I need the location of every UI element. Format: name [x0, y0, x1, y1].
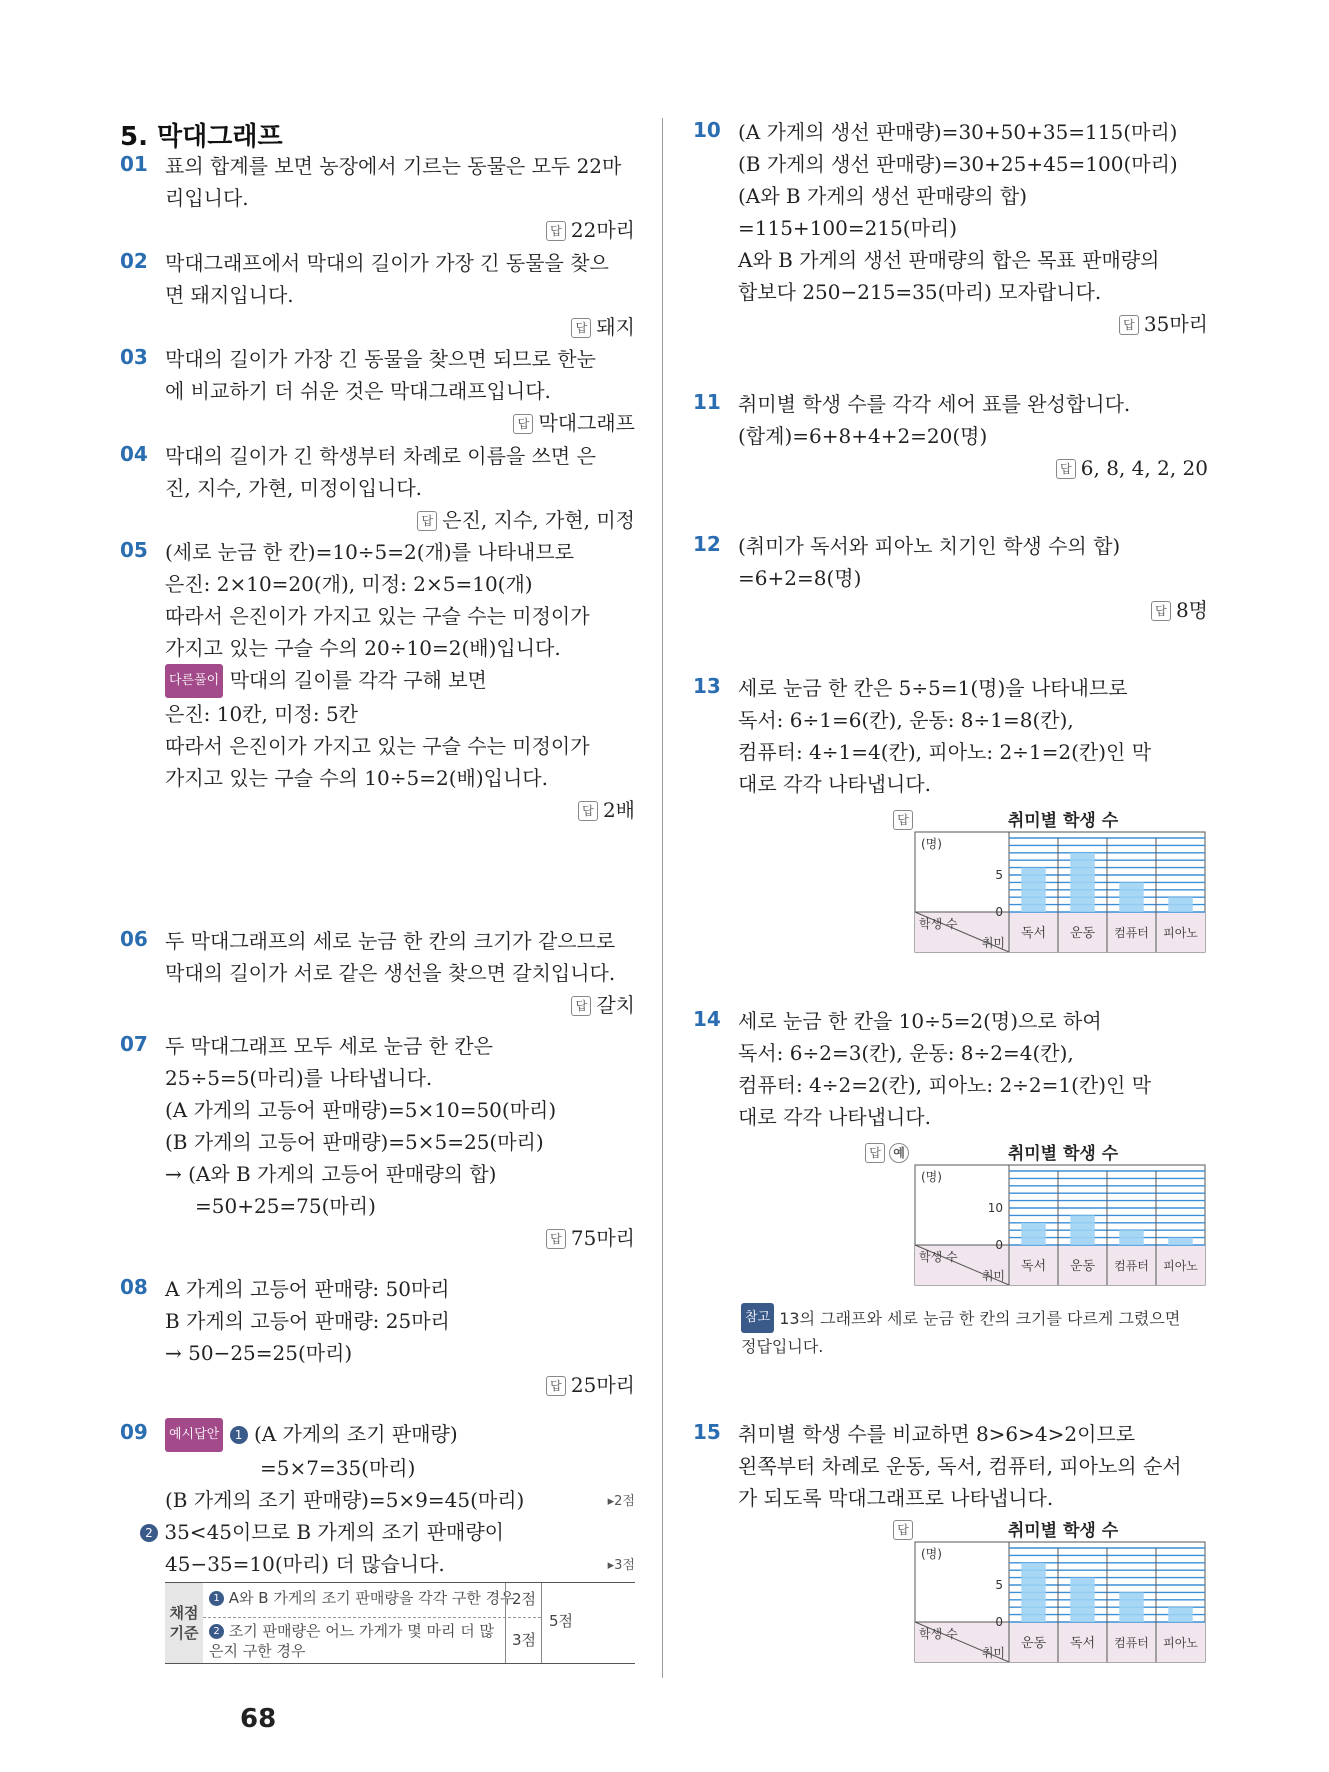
- answer: [165, 407, 635, 439]
- text-line: (취미가 독서와 피아노 치기인 학생 수의 합): [738, 534, 1121, 558]
- answer-text: 8명: [1175, 598, 1208, 622]
- answer-mark: 답: [546, 221, 566, 241]
- problem-number: 01: [120, 152, 148, 176]
- text-line: =6+2=8(명): [738, 566, 862, 590]
- text-line: (B 가게의 생선 판매량)=30+25+45=100(마리): [738, 152, 1178, 176]
- category-band: [915, 1245, 1205, 1285]
- answer: [165, 989, 635, 1021]
- text-line: 45−35=10(마리) 더 많습니다.: [165, 1552, 445, 1576]
- answer-mark: 답: [1119, 315, 1139, 335]
- text-line: 막대의 길이가 가장 긴 동물을 찾으면 되므로 한눈: [165, 347, 596, 371]
- alt-solution-tag: 다른풀이: [165, 664, 223, 698]
- category-band: [915, 912, 1205, 952]
- bar-운동: [1070, 1215, 1095, 1245]
- text-line: (B 가게의 조기 판매량)=5×9=45(마리): [165, 1488, 525, 1512]
- unit-label: (명): [921, 837, 942, 851]
- answer-mark: 답: [578, 801, 598, 821]
- text-line: 컴퓨터: 4÷1=4(칸), 피아노: 2÷1=2(칸)인 막: [738, 740, 1152, 764]
- bar-피아노: [1168, 1607, 1193, 1622]
- bar-독서: [1021, 1223, 1046, 1245]
- column-divider: [662, 118, 663, 1678]
- y-tick-label: 5: [995, 868, 1003, 882]
- x-axis-title: 취미: [981, 1646, 1005, 1660]
- answer-text: 은진, 지수, 가현, 미정: [442, 508, 635, 532]
- problem-number: 03: [120, 345, 148, 369]
- problem-09: [120, 1418, 635, 1668]
- text-line: 가지고 있는 구슬 수의 10÷5=2(배)입니다.: [165, 766, 548, 790]
- text-line: 독서: 6÷1=6(칸), 운동: 8÷1=8(칸),: [738, 708, 1074, 732]
- example-answer-tag: 예시답안: [165, 1418, 223, 1452]
- text-line: 막대의 길이가 긴 학생부터 차례로 이름을 쓰면 은: [165, 444, 596, 468]
- text-line: 은진: 2×10=20(개), 미정: 2×5=10(개): [165, 572, 533, 596]
- step-2-points: ▸3점: [607, 1558, 635, 1573]
- problem-number: 07: [120, 1032, 148, 1056]
- answer: [165, 1222, 635, 1254]
- text-line: 리입니다.: [165, 186, 249, 210]
- problem-number: 14: [693, 1007, 721, 1031]
- unit-label: (명): [921, 1547, 942, 1561]
- example-mark: 예: [889, 1143, 909, 1163]
- y-tick-label: 0: [995, 1615, 1003, 1629]
- bar-컴퓨터: [1119, 882, 1144, 912]
- answer-mark: 답: [571, 996, 591, 1016]
- problem-number: 15: [693, 1420, 721, 1444]
- problem-number: 11: [693, 390, 721, 414]
- problem-number: 05: [120, 538, 148, 562]
- text-line: → 50−25=25(마리): [165, 1341, 353, 1365]
- text-line: (A 가게의 조기 판매량): [253, 1422, 458, 1446]
- category-label: 피아노: [1163, 1636, 1198, 1650]
- text-line: (A와 B 가게의 생선 판매량의 합): [738, 184, 1028, 208]
- problem-number: 09: [120, 1420, 148, 1444]
- grading-total: 5점: [541, 1583, 580, 1663]
- problem-number: 06: [120, 927, 148, 951]
- text-line: 세로 눈금 한 칸을 10÷5=2(명)으로 하여: [738, 1009, 1102, 1033]
- category-label: 컴퓨터: [1114, 926, 1149, 940]
- chart-title: 취미별 학생 수: [1007, 1144, 1119, 1164]
- text-line: =5×7=35(마리): [260, 1456, 416, 1480]
- chart-title: 취미별 학생 수: [1007, 1521, 1119, 1541]
- y-tick-label: 10: [987, 1201, 1003, 1215]
- answer-text: 75마리: [570, 1226, 635, 1250]
- bar-독서: [1070, 1578, 1095, 1622]
- bar-운동: [1070, 853, 1095, 912]
- answer-text: 6, 8, 4, 2, 20: [1080, 456, 1208, 480]
- text-line: 두 막대그래프 모두 세로 눈금 한 칸은: [165, 1034, 493, 1058]
- answer-mark: 답: [546, 1376, 566, 1396]
- text-line: 막대의 길이가 서로 같은 생선을 찾으면 갈치입니다.: [165, 961, 616, 985]
- answer-text: 2배: [602, 798, 635, 822]
- y-tick-label: 0: [995, 1238, 1003, 1252]
- answer-text: 22마리: [570, 218, 635, 242]
- text-line: 막대의 길이를 각각 구해 보면: [229, 668, 487, 692]
- text-line: 대로 각각 나타냅니다.: [738, 772, 931, 796]
- answer-mark: 답: [865, 1143, 885, 1163]
- text-line: =115+100=215(마리): [738, 216, 958, 240]
- category-label: 운동: [1020, 1636, 1047, 1651]
- grading-label: 채점 기준: [165, 1583, 203, 1663]
- text-line: 에 비교하기 더 쉬운 것은 막대그래프입니다.: [165, 379, 551, 403]
- answer: [738, 308, 1208, 340]
- text-line: (A 가게의 고등어 판매량)=5×10=50(마리): [165, 1098, 557, 1122]
- text-line: (B 가게의 고등어 판매량)=5×5=25(마리): [165, 1130, 544, 1154]
- text-line: 따라서 은진이가 가지고 있는 구슬 수는 미정이가: [165, 604, 590, 628]
- answer-mark: 답: [417, 511, 437, 531]
- answer-mark: 답: [893, 1520, 913, 1540]
- text-line: 25÷5=5(마리)를 나타냅니다.: [165, 1066, 433, 1090]
- step-1-badge: 1: [230, 1426, 248, 1444]
- text-line: 표의 합계를 보면 농장에서 기르는 동물은 모두 22마: [165, 154, 622, 178]
- y-axis-title: 학생 수: [919, 1250, 958, 1264]
- bar-피아노: [1168, 897, 1193, 912]
- category-label: 운동: [1069, 1259, 1096, 1274]
- grading-row-2-points: 3점: [505, 1617, 542, 1663]
- problem-number: 10: [693, 118, 721, 142]
- y-axis-title: 학생 수: [919, 917, 958, 931]
- category-label: 운동: [1069, 926, 1096, 941]
- answer-text: 35마리: [1143, 312, 1208, 336]
- text-line: A와 B 가게의 생선 판매량의 합은 목표 판매량의: [738, 248, 1160, 272]
- step-1-points: ▸2점: [607, 1494, 635, 1509]
- y-tick-label: 5: [995, 1578, 1003, 1592]
- grading-row-2: 2 조기 판매량은 어느 가게가 몇 마리 더 많은지 구한 경우: [209, 1622, 494, 1660]
- text-line: B 가게의 고등어 판매량: 25마리: [165, 1309, 450, 1333]
- text-line: 취미별 학생 수를 각각 세어 표를 완성합니다.: [738, 392, 1131, 416]
- answer-mark: 답: [893, 810, 913, 830]
- unit-label: (명): [921, 1170, 942, 1184]
- text-line: (A 가게의 생선 판매량)=30+50+35=115(마리): [738, 120, 1178, 144]
- text-line: 두 막대그래프의 세로 눈금 한 칸의 크기가 같으므로: [165, 929, 616, 953]
- chart-title: 취미별 학생 수: [1007, 811, 1119, 831]
- answer: [165, 1369, 635, 1401]
- answer-text: 갈치: [596, 993, 635, 1017]
- problem-number: 12: [693, 532, 721, 556]
- text-line: 컴퓨터: 4÷2=2(칸), 피아노: 2÷2=1(칸)인 막: [738, 1073, 1152, 1097]
- text-line: 독서: 6÷2=3(칸), 운동: 8÷2=4(칸),: [738, 1041, 1074, 1065]
- answer-mark: 답: [546, 1229, 566, 1249]
- answer: [165, 311, 635, 343]
- text-line: → (A와 B 가게의 고등어 판매량의 합): [165, 1162, 497, 1186]
- grading-table: [165, 1582, 635, 1664]
- answer-mark: 답: [571, 318, 591, 338]
- category-label: 피아노: [1163, 926, 1198, 940]
- text-line: 대로 각각 나타냅니다.: [738, 1105, 931, 1129]
- text-line: 면 돼지입니다.: [165, 283, 294, 307]
- problem-number: 08: [120, 1275, 148, 1299]
- answer-text: 25마리: [570, 1373, 635, 1397]
- text-line: 따라서 은진이가 가지고 있는 구슬 수는 미정이가: [165, 734, 590, 758]
- page-number: 68: [240, 1704, 277, 1734]
- answer-mark: 답: [1056, 459, 1076, 479]
- text-line: =50+25=75(마리): [195, 1194, 376, 1218]
- text-line: 가지고 있는 구슬 수의 20÷10=2(배)입니다.: [165, 636, 561, 660]
- text-line: 은진: 10칸, 미정: 5칸: [165, 702, 358, 726]
- text-line: 취미별 학생 수를 비교하면 8>6>4>2이므로: [738, 1422, 1136, 1446]
- answer-mark: 답: [1151, 601, 1171, 621]
- answer-mark: 답: [513, 414, 533, 434]
- bar-컴퓨터: [1119, 1230, 1144, 1245]
- y-tick-label: 0: [995, 905, 1003, 919]
- bar-운동: [1021, 1563, 1046, 1622]
- text-line: (합계)=6+8+4+2=20(명): [738, 424, 988, 448]
- note-tag: 참고: [741, 1303, 774, 1333]
- problem-number: 02: [120, 249, 148, 273]
- category-label: 컴퓨터: [1114, 1259, 1149, 1273]
- bar-컴퓨터: [1119, 1592, 1144, 1622]
- text-line: 13의 그래프와 세로 눈금 한 칸의 크기를 다르게 그렸으면: [779, 1309, 1181, 1328]
- x-axis-title: 취미: [981, 936, 1005, 950]
- text-line: 진, 지수, 가현, 미정이입니다.: [165, 476, 423, 500]
- text-line: 막대그래프에서 막대의 길이가 가장 긴 동물을 찾으: [165, 251, 609, 275]
- bar-chart-14: [915, 1165, 1205, 1295]
- note: [741, 1303, 1211, 1361]
- grading-row-1-points: 2점: [505, 1583, 542, 1617]
- category-band: [915, 1622, 1205, 1662]
- text-line: 세로 눈금 한 칸은 5÷5=1(명)을 나타내므로: [738, 676, 1128, 700]
- category-label: 컴퓨터: [1114, 1636, 1149, 1650]
- y-axis-title: 학생 수: [919, 1627, 958, 1641]
- text-line: 합보다 250−215=35(마리) 모자랍니다.: [738, 280, 1102, 304]
- text-line: A 가게의 고등어 판매량: 50마리: [165, 1277, 450, 1301]
- answer: [738, 594, 1208, 626]
- text-line: 가 되도록 막대그래프로 나타냅니다.: [738, 1486, 1054, 1510]
- category-label: 피아노: [1163, 1259, 1198, 1273]
- step-2-badge: 2: [140, 1524, 158, 1542]
- problem-number: 04: [120, 442, 148, 466]
- answer: [165, 504, 635, 536]
- bar-chart-15: [915, 1542, 1205, 1672]
- x-axis-title: 취미: [981, 1269, 1005, 1283]
- bar-chart-13: [915, 832, 1205, 962]
- text-line: 35<45이므로 B 가게의 조기 판매량이: [164, 1520, 504, 1544]
- answer: [165, 214, 635, 246]
- text-line: (세로 눈금 한 칸)=10÷5=2(개)를 나타내므로: [165, 540, 574, 564]
- category-label: 독서: [1069, 1636, 1096, 1651]
- bar-독서: [1021, 868, 1046, 912]
- category-label: 독서: [1020, 1259, 1047, 1274]
- text-line: 정답입니다.: [741, 1337, 824, 1356]
- section-title: 5. 막대그래프: [120, 122, 283, 152]
- bar-피아노: [1168, 1238, 1193, 1245]
- category-label: 독서: [1020, 926, 1047, 941]
- answer: [738, 452, 1208, 484]
- problem-number: 13: [693, 674, 721, 698]
- answer-text: 막대그래프: [538, 411, 635, 435]
- grading-row-1: 1 A와 B 가게의 조기 판매량을 각각 구한 경우: [209, 1587, 515, 1608]
- answer-text: 돼지: [596, 315, 635, 339]
- text-line: 왼쪽부터 차례로 운동, 독서, 컴퓨터, 피아노의 순서: [738, 1454, 1182, 1478]
- answer: [165, 794, 635, 826]
